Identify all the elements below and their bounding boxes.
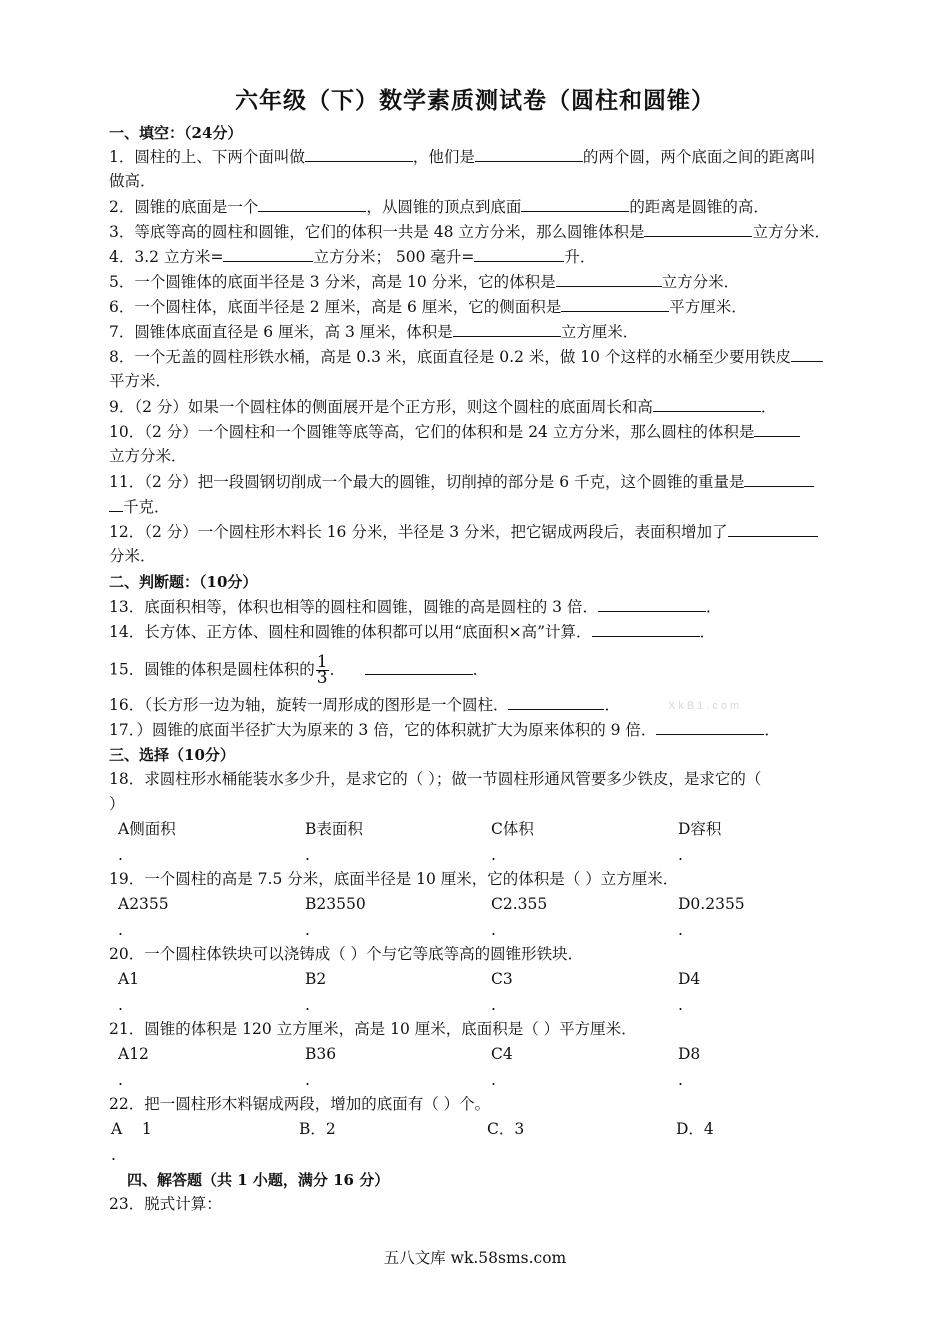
option-dot: . <box>491 921 496 939</box>
option-b[interactable]: B表面积 <box>305 820 363 838</box>
question-18-cont: ） <box>109 795 125 813</box>
question-11-cont: 千克． <box>109 496 170 517</box>
question-21: 21．圆锥的体积是 120 立方厘米，高是 10 厘米，底面积是（ ）平方厘米． <box>109 1020 637 1038</box>
question-14: 14．长方体、正方体、圆柱和圆锥的体积都可以用“底面积×高”计算． ． <box>109 623 716 641</box>
option-b[interactable]: B23550 <box>305 895 366 913</box>
answer-blank <box>475 146 583 162</box>
question-1: 1．圆柱的上、下两个面叫做 ，他们是 的两个圆，两个底面之间的距离叫 <box>109 148 816 166</box>
question-7: 7．圆锥体底面直径是 6 厘米，高 3 厘米，体积是 立方厘米． <box>109 323 639 341</box>
answer-blank <box>592 621 700 637</box>
option-dot: . <box>118 921 123 939</box>
option-dot: . <box>111 1146 116 1164</box>
question-20: 20．一个圆柱体铁块可以浇铸成（ ）个与它等底等高的圆锥形铁块． <box>109 945 584 963</box>
option-dot: . <box>118 996 123 1014</box>
question-2: 2．圆锥的底面是一个 ，从圆锥的顶点到底面 的距离是圆锥的高． <box>109 198 769 216</box>
answer-blank <box>365 659 473 675</box>
answer-blank <box>728 521 818 537</box>
question-23: 23．脱式计算： <box>109 1195 222 1213</box>
option-a[interactable]: A2355 <box>118 895 169 913</box>
option-dot: . <box>305 1071 310 1089</box>
option-dot: . <box>678 921 683 939</box>
option-dot: . <box>678 996 683 1014</box>
option-dot: . <box>305 846 310 864</box>
page-title: 六年级（下）数学素质测试卷（圆柱和圆锥） <box>235 87 715 114</box>
option-a[interactable]: A1 <box>118 970 140 988</box>
question-4: 4．3.2 立方米= 立方分米； 500 毫升= 升． <box>109 248 596 266</box>
option-d[interactable]: D容积 <box>678 820 722 838</box>
answer-blank <box>474 246 564 262</box>
option-c[interactable]: C体积 <box>491 820 534 838</box>
footer-source: 五八文库 wk.58sms.com <box>383 1249 567 1267</box>
answer-blank <box>305 146 413 162</box>
answer-blank <box>656 719 764 735</box>
question-5: 5．一个圆锥体的底面半径是 3 分米，高是 10 分米，它的体积是 立方分米． <box>109 273 740 291</box>
question-3: 3．等底等高的圆柱和圆锥，它们的体积一共是 48 立方分米，那么圆锥体积是 立方分米． <box>109 223 830 241</box>
question-13: 13．底面积相等，体积也相等的圆柱和圆锥，圆锥的高是圆柱的 3 倍． ． <box>109 598 722 616</box>
answer-blank <box>644 221 752 237</box>
question-6: 6．一个圆柱体，底面半径是 2 厘米，高是 6 厘米，它的侧面积是 平方厘米． <box>109 298 747 316</box>
answer-blank <box>258 196 366 212</box>
answer-blank <box>223 246 313 262</box>
question-12-cont: 分米． <box>109 547 156 565</box>
answer-blank <box>508 694 604 710</box>
option-dot: . <box>491 846 496 864</box>
option-c[interactable]: C3 <box>491 970 513 988</box>
option-dot: . <box>491 996 496 1014</box>
option-b[interactable]: B．2 <box>299 1120 336 1138</box>
answer-blank <box>556 271 662 287</box>
question-17: 17．）圆锥的底面半径扩大为原来的 3 倍，它的体积就扩大为原来体积的 9 倍． ． <box>109 721 780 739</box>
section-fill-in: 一、填空：（24分） <box>109 124 243 142</box>
question-8: 8．一个无盖的圆柱形铁水桶，高是 0.3 米，底面直径是 0.2 米，做 10 个这样的水桶至少要用铁皮 <box>109 346 823 367</box>
answer-blank <box>791 346 823 362</box>
answer-blank <box>598 596 706 612</box>
section-multiple-choice: 三、选择（10分） <box>109 746 235 764</box>
answer-blank <box>744 471 814 487</box>
question-15: 15．圆锥的体积是圆柱体积的 $\frac{1}{3}$ ． ． <box>109 652 489 688</box>
option-a[interactable]: A侧面积 <box>118 820 176 838</box>
question-10: 10．（2 分）一个圆柱和一个圆锥等底等高，它们的体积和是 24 立方分米，那么圆柱的体积是 <box>109 421 800 442</box>
answer-blank <box>109 496 123 512</box>
answer-blank <box>653 396 761 412</box>
question-9: 9．（2 分）如果一个圆柱体的侧面展开是个正方形，则这个圆柱的底面周长和高 ． <box>109 398 777 416</box>
question-12: 12．（2 分）一个圆柱形木料长 16 分米，半径是 3 分米，把它锯成两段后，表面积增加了 <box>109 521 818 542</box>
answer-blank <box>561 296 669 312</box>
option-d[interactable]: D0.2355 <box>678 895 745 913</box>
question-8-cont: 平方米． <box>109 372 172 390</box>
option-dot: . <box>491 1071 496 1089</box>
option-dot: . <box>118 846 123 864</box>
option-dot: . <box>305 996 310 1014</box>
section-solve: 四、解答题（共 1 小题，满分 16 分） <box>127 1171 390 1189</box>
answer-blank <box>453 321 561 337</box>
answer-blank <box>521 196 629 212</box>
option-dot: . <box>305 921 310 939</box>
question-11: 11．（2 分）把一段圆钢切削成一个最大的圆锥，切削掉的部分是 6 千克，这个圆锥的重量是 <box>109 471 814 492</box>
question-22: 22．把一圆柱形木料锯成两段，增加的底面有（ ）个。 <box>109 1095 491 1113</box>
question-16: 16．（长方形一边为轴，旋转一周形成的图形是一个圆柱． ． <box>109 696 620 714</box>
option-d[interactable]: D8 <box>678 1045 701 1063</box>
option-b[interactable]: B2 <box>305 970 327 988</box>
watermark: XkB1.com <box>668 700 743 712</box>
fraction-one-third: $\frac{1}{3}$ <box>316 652 328 688</box>
section-true-false: 二、判断题：（10分） <box>109 573 258 591</box>
question-18: 18．求圆柱形水桶能装水多少升，是求它的（ ）；做一节圆柱形通风管要多少铁皮，是求它的（ <box>109 770 762 788</box>
option-b[interactable]: B36 <box>305 1045 337 1063</box>
option-c[interactable]: C2.355 <box>491 895 548 913</box>
option-a[interactable]: A12 <box>118 1045 149 1063</box>
question-1-cont: 做高． <box>109 172 156 190</box>
option-dot: . <box>678 1071 683 1089</box>
option-c[interactable]: C．3 <box>487 1120 525 1138</box>
question-19: 19．一个圆柱的高是 7.5 分米，底面半径是 10 厘米，它的体积是（ ）立方厘米． <box>109 870 679 888</box>
answer-blank <box>754 421 800 437</box>
option-a[interactable]: A 1 <box>111 1120 152 1138</box>
option-c[interactable]: C4 <box>491 1045 513 1063</box>
option-d[interactable]: D．4 <box>676 1120 714 1138</box>
option-d[interactable]: D4 <box>678 970 701 988</box>
option-dot: . <box>118 1071 123 1089</box>
question-10-cont: 立方分米． <box>109 447 187 465</box>
option-dot: . <box>678 846 683 864</box>
